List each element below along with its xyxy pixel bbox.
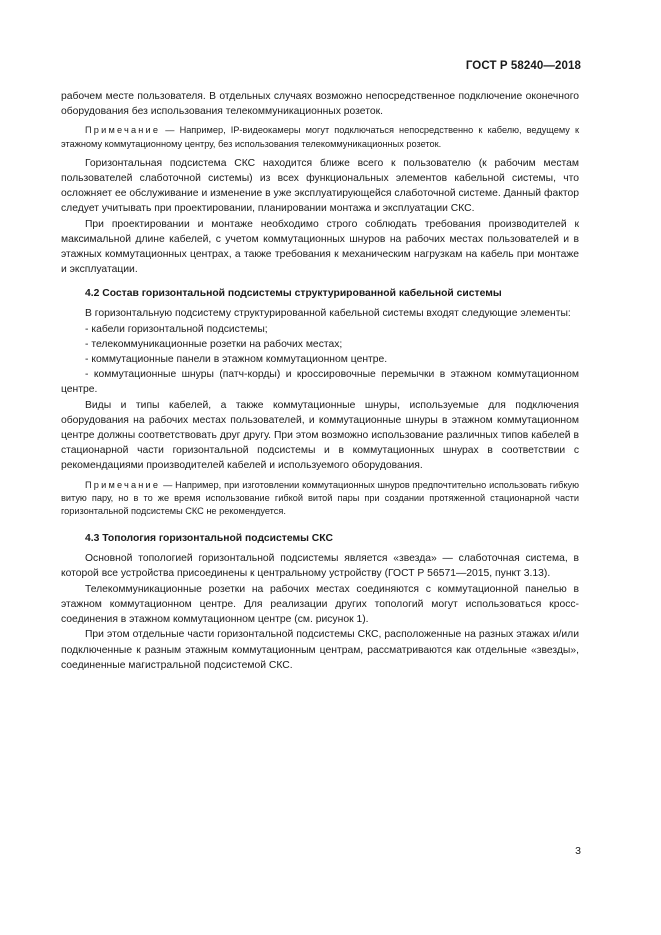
paragraph: Виды и типы кабелей, а также коммутационные шнуры, используемые для подключения оборудования на рабочих местах пользователей, и коммутационные шнуры в этажном коммутационном центре должны соответствовать друг другу. При этом возможно использование различных типов кабелей в стационарной части горизонтальной подсистемы и в коммутационных шнурах в соответствии с рекомендациями производителей кабелей и используемого оборудования. bbox=[61, 399, 579, 472]
note-1 bbox=[61, 124, 579, 150]
list-item: - кабели горизонтальной подсистемы; bbox=[85, 323, 268, 335]
section-heading-4-2: 4.2 Состав горизонтальной подсистемы структурированной кабельной системы bbox=[85, 288, 502, 300]
document-header: ГОСТ Р 58240—2018 bbox=[465, 60, 581, 72]
note-label: Примечание bbox=[85, 125, 161, 136]
page-number: 3 bbox=[575, 845, 581, 857]
note-text: — Например, при изготовлении коммутационных шнуров предпочтительно использовать гибкую витую пару, но в то же время использование гибкой витой пары при создании протяженной стационарной части горизонтальной подсистемы СКС не рекомендуется. bbox=[61, 479, 579, 517]
document-body bbox=[61, 89, 579, 673]
paragraph: Основной топологией горизонтальной подсистемы является «звезда» — слаботочная система, в которой все устройства присоединены к центральному устройству (ГОСТ Р 56571—2015, пункт 3.13). bbox=[61, 553, 579, 580]
paragraph-continuation: рабочем месте пользователя. В отдельных случаях возможно непосредственное подключение оконечного оборудования без использования телекоммуникационных розеток. bbox=[61, 91, 579, 118]
note-2 bbox=[61, 479, 579, 519]
list-item: - коммутационные шнуры (патч-корды) и кроссировочные перемычки в этажном коммутационном центре. bbox=[61, 369, 579, 396]
section-heading-4-3: 4.3 Топология горизонтальной подсистемы СКС bbox=[85, 533, 333, 545]
list-item: - телекоммуникационные розетки на рабочих местах; bbox=[85, 338, 343, 350]
list-item: - коммутационные панели в этажном коммутационном центре. bbox=[85, 354, 388, 366]
paragraph: Горизонтальная подсистема СКС находится ближе всего к пользователю (к рабочим местам пользователей слаботочной системы) из всех функциональных элементов кабельной системы, что осложняет ее обслуживание и изменение в уже эксплуатирующейся слаботочной системе. Данный фактор следует учитывать при проектировании, планировании монтажа и эксплуатации СКС. bbox=[61, 157, 579, 215]
note-text: — Например, IP-видеокамеры могут подключаться непосредственно к кабелю, ведущему к этажному коммутационному центру, без использования телекоммуникационных розеток. bbox=[61, 125, 579, 149]
note-label: Примечание bbox=[85, 479, 161, 490]
paragraph: В горизонтальную подсистему структурированной кабельной системы входят следующие элементы: bbox=[85, 308, 571, 320]
paragraph: При проектировании и монтаже необходимо строго соблюдать требования производителей к максимальной длине кабелей, с учетом коммутационных шнуров на рабочих местах пользователей и в этажных коммутационных центрах, а также требования к механическим нагрузкам на кабель при монтаже и эксплуатации. bbox=[61, 218, 579, 276]
paragraph: При этом отдельные части горизонтальной подсистемы СКС, расположенные на разных этажах и/или подключенные к разным этажным коммутационным центрам, рассматриваются как отдельные «звезды», соединенные магистральной подсистемой СКС. bbox=[61, 629, 579, 671]
paragraph: Телекоммуникационные розетки на рабочих местах соединяются с коммутационной панелью в этажном коммутационном центре. Для реализации других топологий могут использоваться кросс-соединения в этажном коммутационном центре (см. рисунок 1). bbox=[61, 583, 579, 626]
